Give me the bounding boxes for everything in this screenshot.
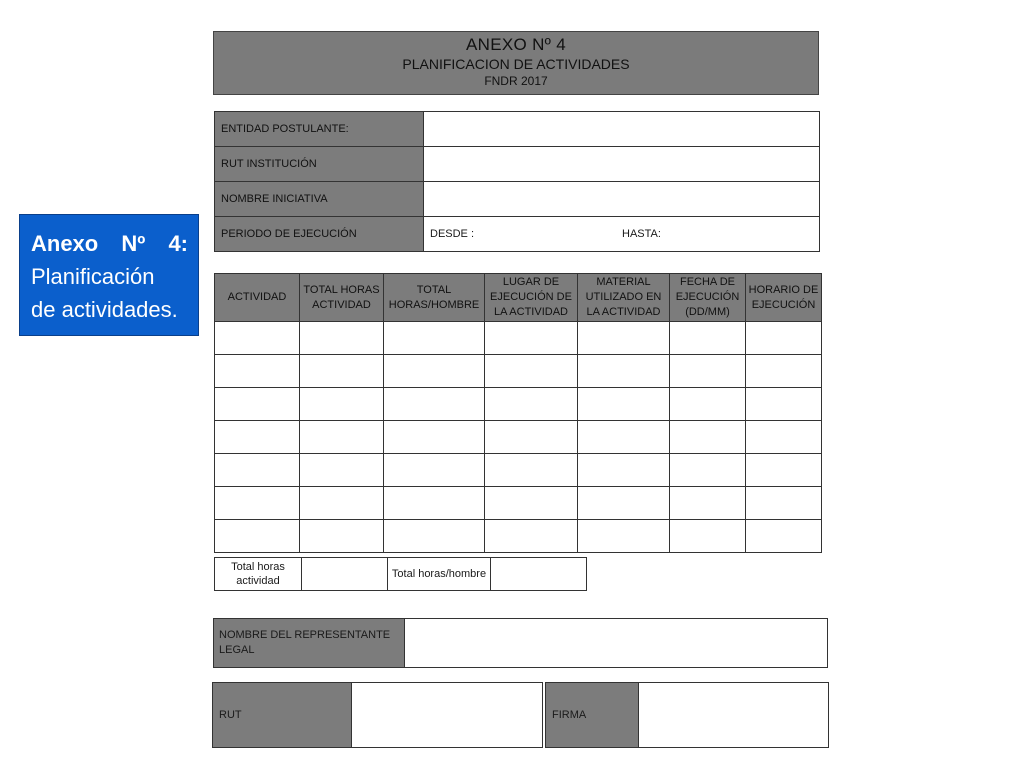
table-cell[interactable] — [384, 487, 485, 520]
table-cell[interactable] — [215, 355, 300, 388]
table-cell[interactable] — [485, 487, 578, 520]
callout-word-no: Nº — [121, 231, 146, 256]
table-row — [215, 388, 822, 421]
annex-callout — [19, 214, 199, 336]
col-total-horas-actividad: TOTAL HORAS ACTIVIDAD — [300, 274, 384, 322]
form-title: ANEXO Nº 4 — [466, 35, 566, 54]
col-actividad: ACTIVIDAD — [215, 274, 300, 322]
entidad-field[interactable] — [424, 112, 820, 147]
col-horario-ejecucion: HORARIO DE EJECUCIÓN — [746, 274, 822, 322]
form-subtitle: PLANIFICACION DE ACTIVIDADES — [402, 56, 630, 72]
table-cell[interactable] — [578, 520, 670, 553]
table-cell[interactable] — [300, 487, 384, 520]
callout-heading — [31, 227, 188, 260]
table-cell[interactable] — [215, 388, 300, 421]
table-row — [215, 454, 822, 487]
table-cell[interactable] — [578, 388, 670, 421]
form-header — [213, 31, 819, 95]
representante-field[interactable] — [405, 619, 828, 668]
table-cell[interactable] — [300, 454, 384, 487]
rut-table — [212, 682, 543, 748]
activities-header-row — [215, 274, 822, 322]
table-cell[interactable] — [485, 520, 578, 553]
table-cell[interactable] — [578, 487, 670, 520]
table-cell[interactable] — [384, 520, 485, 553]
table-cell[interactable] — [485, 322, 578, 355]
desde-label: DESDE : — [430, 228, 475, 240]
table-cell[interactable] — [670, 454, 746, 487]
table-cell[interactable] — [485, 388, 578, 421]
table-cell[interactable] — [578, 421, 670, 454]
table-cell[interactable] — [670, 520, 746, 553]
table-cell[interactable] — [485, 454, 578, 487]
table-cell[interactable] — [300, 355, 384, 388]
col-total-horas-hombre: TOTAL HORAS/HOMBRE — [384, 274, 485, 322]
table-cell[interactable] — [746, 487, 822, 520]
table-cell[interactable] — [215, 487, 300, 520]
callout-word-anexo: Anexo — [31, 231, 99, 256]
table-cell[interactable] — [485, 421, 578, 454]
table-cell[interactable] — [384, 322, 485, 355]
activities-table — [214, 273, 822, 553]
table-cell[interactable] — [670, 421, 746, 454]
periodo-field[interactable] — [424, 217, 820, 252]
table-cell[interactable] — [485, 355, 578, 388]
rut-label: RUT — [213, 683, 352, 748]
total-horas-actividad-label: Total horas actividad — [215, 558, 302, 591]
table-cell[interactable] — [746, 322, 822, 355]
rut-institucion-label: RUT INSTITUCIÓN — [215, 147, 424, 182]
periodo-label: PERIODO DE EJECUCIÓN — [215, 217, 424, 252]
table-row — [215, 355, 822, 388]
col-material-utilizado: MATERIAL UTILIZADO EN LA ACTIVIDAD — [578, 274, 670, 322]
totals-table — [214, 557, 587, 591]
total-horas-hombre-field[interactable] — [491, 558, 587, 591]
table-cell[interactable] — [670, 355, 746, 388]
entidad-row — [215, 112, 820, 147]
callout-word-number: 4: — [168, 231, 188, 256]
rut-field[interactable] — [352, 683, 543, 748]
table-cell[interactable] — [670, 487, 746, 520]
table-cell[interactable] — [384, 355, 485, 388]
table-cell[interactable] — [746, 421, 822, 454]
table-cell[interactable] — [384, 421, 485, 454]
table-cell[interactable] — [215, 421, 300, 454]
table-cell[interactable] — [215, 322, 300, 355]
table-cell[interactable] — [578, 355, 670, 388]
nombre-iniciativa-row — [215, 182, 820, 217]
representante-row — [214, 619, 828, 668]
table-cell[interactable] — [670, 388, 746, 421]
total-horas-hombre-label: Total horas/hombre — [388, 558, 491, 591]
rut-institucion-row — [215, 147, 820, 182]
firma-field[interactable] — [639, 683, 829, 748]
rut-row — [213, 683, 543, 748]
table-cell[interactable] — [746, 388, 822, 421]
firma-table — [545, 682, 829, 748]
total-horas-actividad-field[interactable] — [302, 558, 388, 591]
table-cell[interactable] — [215, 520, 300, 553]
col-lugar-ejecucion: LUGAR DE EJECUCIÓN DE LA ACTIVIDAD — [485, 274, 578, 322]
table-cell[interactable] — [384, 388, 485, 421]
table-row — [215, 421, 822, 454]
totals-row — [215, 558, 587, 591]
nombre-iniciativa-field[interactable] — [424, 182, 820, 217]
table-cell[interactable] — [300, 421, 384, 454]
hasta-label: HASTA: — [622, 228, 661, 240]
firma-row — [546, 683, 829, 748]
table-cell[interactable] — [215, 454, 300, 487]
table-cell[interactable] — [300, 322, 384, 355]
table-cell[interactable] — [578, 322, 670, 355]
callout-line-2: Planificación — [31, 264, 155, 289]
representante-label: NOMBRE DEL REPRESENTANTE LEGAL — [214, 619, 405, 668]
table-cell[interactable] — [746, 454, 822, 487]
entidad-label: ENTIDAD POSTULANTE: — [215, 112, 424, 147]
table-cell[interactable] — [670, 322, 746, 355]
institution-info-table — [214, 111, 820, 252]
table-row — [215, 322, 822, 355]
firma-label: FIRMA — [546, 683, 639, 748]
table-row — [215, 520, 822, 553]
table-cell[interactable] — [578, 454, 670, 487]
representante-table — [213, 618, 828, 668]
nombre-iniciativa-label: NOMBRE INICIATIVA — [215, 182, 424, 217]
form-program: FNDR 2017 — [484, 74, 548, 88]
table-cell[interactable] — [384, 454, 485, 487]
table-row — [215, 487, 822, 520]
table-cell[interactable] — [746, 520, 822, 553]
col-fecha-ejecucion: FECHA DE EJECUCIÓN (DD/MM) — [670, 274, 746, 322]
rut-institucion-field[interactable] — [424, 147, 820, 182]
table-cell[interactable] — [300, 388, 384, 421]
callout-line-3: de actividades. — [31, 297, 178, 322]
table-cell[interactable] — [300, 520, 384, 553]
table-cell[interactable] — [746, 355, 822, 388]
periodo-row — [215, 217, 820, 252]
